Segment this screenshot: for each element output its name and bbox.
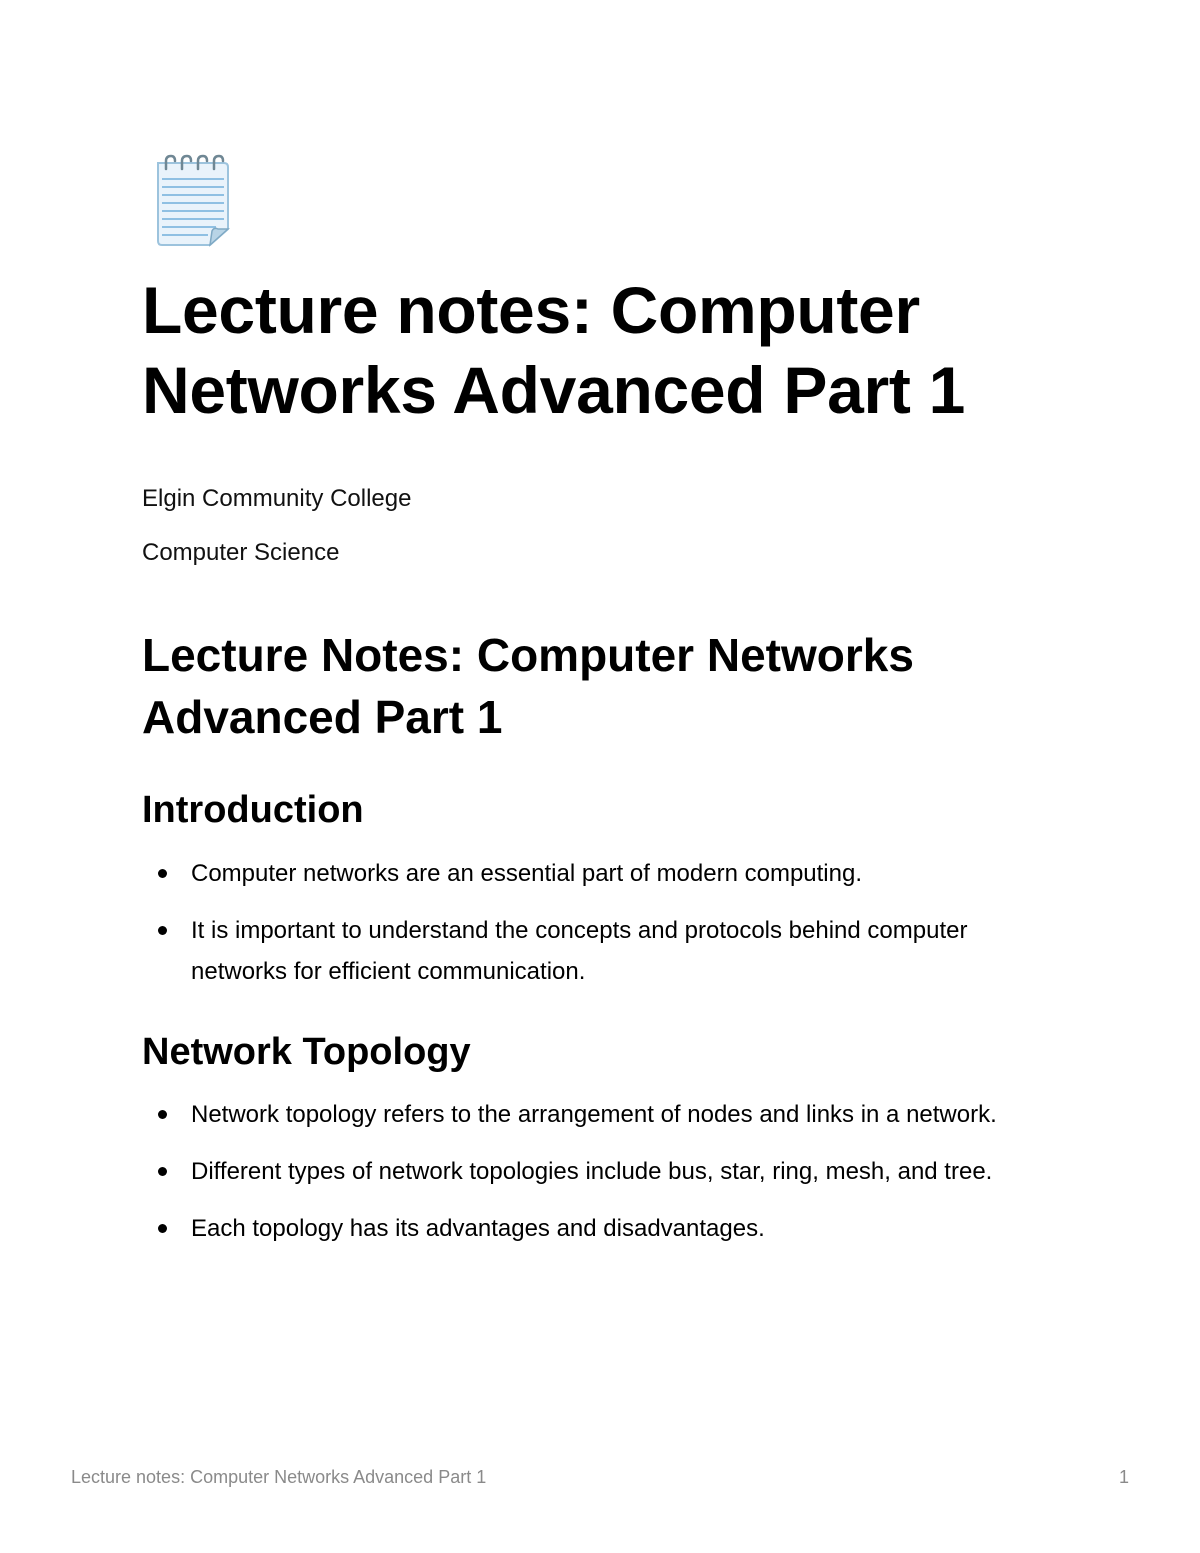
list-item — [142, 1151, 1062, 1192]
list-item — [142, 910, 1062, 992]
list-item — [142, 853, 1062, 894]
bullet-icon — [158, 1224, 167, 1233]
department-name: Computer Science — [142, 539, 340, 566]
list-item-text: Computer networks are an essential part of modern computing. — [191, 860, 863, 887]
list-item-text: Different types of network topologies include bus, star, ring, mesh, and tree. — [191, 1158, 993, 1185]
footer-page-number: 1 — [1118, 1467, 1129, 1487]
introduction-bullet-list — [142, 853, 1062, 1008]
bullet-icon — [158, 1167, 167, 1176]
section-heading-introduction: Introduction — [142, 789, 364, 831]
list-item-text: Network topology refers to the arrangement of nodes and links in a network. — [191, 1101, 997, 1128]
list-item — [142, 1208, 1062, 1249]
list-item-text: Each topology has its advantages and disadvantages. — [191, 1215, 765, 1242]
bullet-icon — [158, 869, 167, 878]
spiral-notepad-icon — [152, 153, 234, 249]
list-item-text: It is important to understand the concepts and protocols behind computer networks for efficient communication. — [191, 917, 968, 985]
network-topology-bullet-list — [142, 1094, 1062, 1265]
content-heading: Lecture Notes: Computer Networks Advanced Part 1 — [142, 629, 914, 743]
institution-name: Elgin Community College — [142, 485, 412, 512]
list-item — [142, 1094, 1062, 1135]
footer-running-title: Lecture notes: Computer Networks Advanced Part 1 — [71, 1467, 487, 1487]
document-title: Lecture notes: Computer Networks Advanced Part 1 — [142, 273, 965, 427]
section-heading-network-topology: Network Topology — [142, 1031, 471, 1073]
bullet-icon — [158, 1110, 167, 1119]
bullet-icon — [158, 926, 167, 935]
